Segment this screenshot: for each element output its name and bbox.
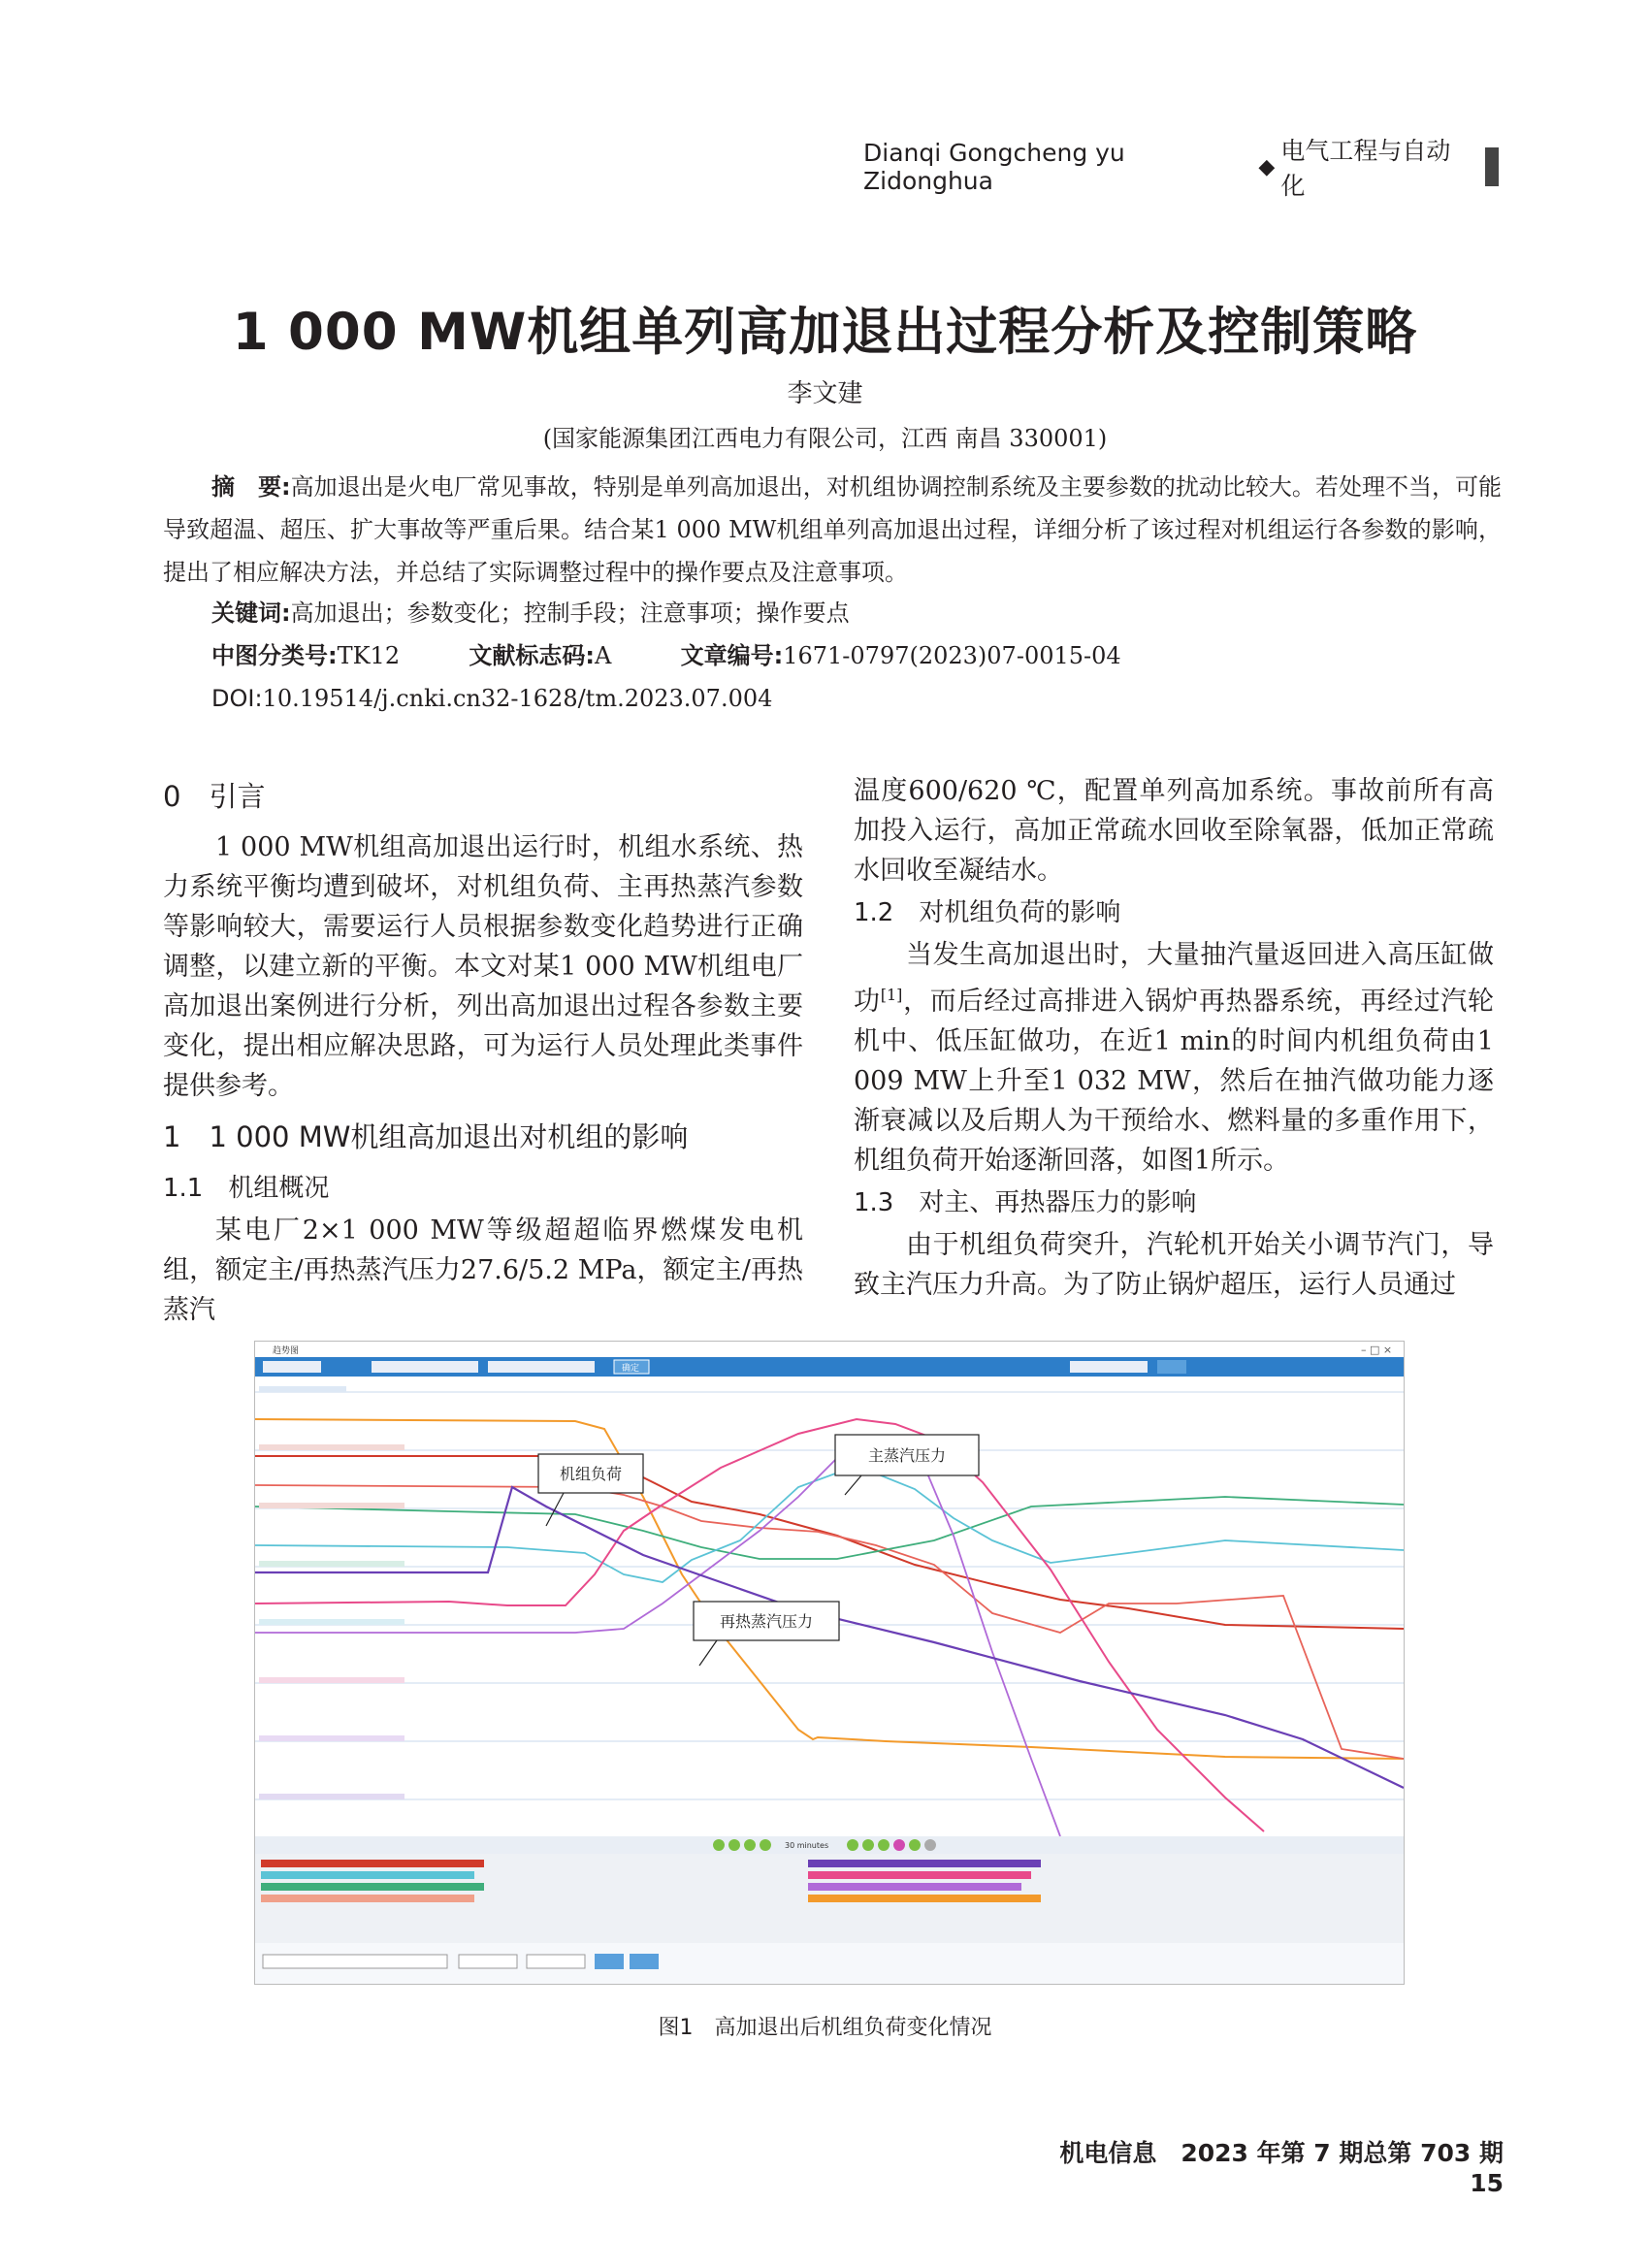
section-1-2-text-a: 当发生高加退出时，大量抽汽量返回进入高压缸做功 bbox=[854, 940, 1494, 1017]
toolbar-select[interactable] bbox=[263, 1361, 321, 1373]
section-1-3-paragraph: 由于机组负荷突升，汽轮机开始关小调节汽门，导致主汽压力升高。为了防止锅炉超压，运行人员通过 bbox=[854, 1230, 1494, 1300]
section-1-2-paragraph bbox=[854, 935, 1494, 1181]
clc-value: TK12 bbox=[337, 642, 401, 669]
doc-code-value: A bbox=[594, 642, 612, 669]
doi-value: 10.19514/j.cnki.cn32-1628/tm.2023.07.004 bbox=[262, 685, 773, 712]
section-1-2-heading: 1.2 对机组负荷的影响 bbox=[854, 898, 1121, 927]
section-1-heading: 1 1 000 MW机组高加退出对机组的影响 bbox=[163, 1120, 689, 1153]
reset-button[interactable] bbox=[630, 1954, 659, 1969]
window-titlebar bbox=[255, 1342, 1404, 1357]
keywords-text: 高加退出；参数变化；控制手段；注意事项；操作要点 bbox=[290, 599, 850, 627]
article-no-value: 1671-0797(2023)07-0015-04 bbox=[783, 642, 1121, 669]
figure-trend-screenshot bbox=[254, 1341, 1405, 1985]
abstract-text: 高加退出是火电厂常见事故，特别是单列高加退出，对机组协调控制系统及主要参数的扰动比较大。若处理不当，可能导致超温、超压、扩大事故等严重后果。结合某1 000 MW机组单列高加退出过程，详细分析了该过程对机组运行各参数的影响，提出了相应解决方法，并总结了实际调整过程中的操作要点及注意事项。 bbox=[163, 473, 1502, 586]
section-1-1-paragraph: 某电厂2×1 000 MW等级超超临界燃煤发电机组，额定主/再热蒸汽压力27.6/5.2 MPa，额定主/再热蒸汽 bbox=[163, 1215, 803, 1325]
time-span-label: 30 minutes bbox=[785, 1841, 829, 1850]
running-header bbox=[863, 137, 1499, 200]
section-1-2-text-b: ，而后经过高排进入锅炉再热器系统，再经过汽轮机中、低压缸做功，在近1 min的时间内机组负荷由1 009 MW上升至1 032 MW，然后在抽汽做功能力逐渐衰减以及后期人为干预给水、燃料量的多重作用下，机组负荷开始逐渐回落，如图1所示。 bbox=[854, 987, 1495, 1176]
query-button-label: 确定 bbox=[622, 1364, 640, 1374]
section-1-1-continued: 温度600/620 ℃，配置单列高加系统。事故前所有高加投入运行，高加正常疏水回收至除氧器，低加正常疏水回收至凝结水。 bbox=[854, 776, 1494, 886]
citation-1: [1] bbox=[880, 986, 903, 1004]
trend-chart-svg bbox=[255, 1342, 1404, 1984]
set-button[interactable] bbox=[595, 1954, 624, 1969]
window-title: 趋势图 bbox=[273, 1346, 300, 1356]
diamond-icon: ◆ bbox=[1258, 154, 1276, 179]
callout-reheat-text: 再热蒸汽压力 bbox=[719, 1612, 814, 1631]
min-input[interactable] bbox=[459, 1955, 517, 1968]
journal-name: 电气工程与自动化 bbox=[1280, 137, 1451, 200]
point-input[interactable] bbox=[263, 1955, 447, 1968]
start-time-field[interactable] bbox=[372, 1361, 478, 1373]
section-0-heading: 0 引言 bbox=[163, 780, 266, 813]
abstract bbox=[163, 466, 1502, 594]
article-no-label: 文章编号: bbox=[680, 642, 784, 669]
author: 李文建 bbox=[787, 379, 863, 408]
keywords-label: 关键词: bbox=[211, 599, 291, 627]
section-1-3-heading: 1.3 对主、再热器压力的影响 bbox=[854, 1188, 1197, 1217]
section-1-1-heading: 1.1 机组概况 bbox=[163, 1174, 330, 1203]
section-0-paragraph: 1 000 MW机组高加退出运行时，机组水系统、热力系统平衡均遭到破坏，对机组负荷、主再热蒸汽参数等影响较大，需要运行人员根据参数变化趋势进行正确调整，以建立新的平衡。本文对某1 000 MW机组电厂高加退出案例进行分析，列出高加退出过程各参数主要变化，提出相应解决思路，可为运行人员处理此类事件提供参考。 bbox=[163, 832, 803, 1101]
journal-pinyin: Dianqi Gongcheng yu Zidonghua bbox=[863, 139, 1125, 195]
figure-caption: 图1 高加退出后机组负荷变化情况 bbox=[658, 2016, 992, 2040]
paper-title: 1 000 MW机组单列高加退出过程分析及控制策略 bbox=[232, 303, 1418, 362]
callout-load-text: 机组负荷 bbox=[559, 1465, 623, 1483]
affiliation: (国家能源集团江西电力有限公司，江西 南昌 330001) bbox=[542, 425, 1108, 452]
page-footer: 机电信息 2023 年第 7 期总第 703 期 15 bbox=[1059, 2139, 1529, 2197]
group-select[interactable] bbox=[1070, 1361, 1148, 1373]
clc-label: 中图分类号: bbox=[211, 642, 338, 669]
max-input[interactable] bbox=[527, 1955, 585, 1968]
window-controls-icon[interactable]: – □ × bbox=[1361, 1344, 1393, 1356]
doc-code-label: 文献标志码: bbox=[469, 642, 595, 669]
right-column bbox=[854, 771, 1494, 1305]
doi-label: DOI: bbox=[211, 685, 263, 712]
callout-main-steam-text: 主蒸汽压力 bbox=[867, 1446, 947, 1465]
doi-line bbox=[211, 677, 1550, 720]
classification-line bbox=[211, 634, 1550, 677]
timeline-strip bbox=[255, 1836, 1404, 1854]
left-column bbox=[163, 771, 803, 1330]
abstract-label: 摘 要: bbox=[211, 473, 291, 501]
keywords bbox=[211, 592, 1550, 634]
apply-button[interactable] bbox=[1157, 1360, 1186, 1374]
end-time-field[interactable] bbox=[488, 1361, 595, 1373]
header-bar bbox=[1485, 147, 1499, 186]
